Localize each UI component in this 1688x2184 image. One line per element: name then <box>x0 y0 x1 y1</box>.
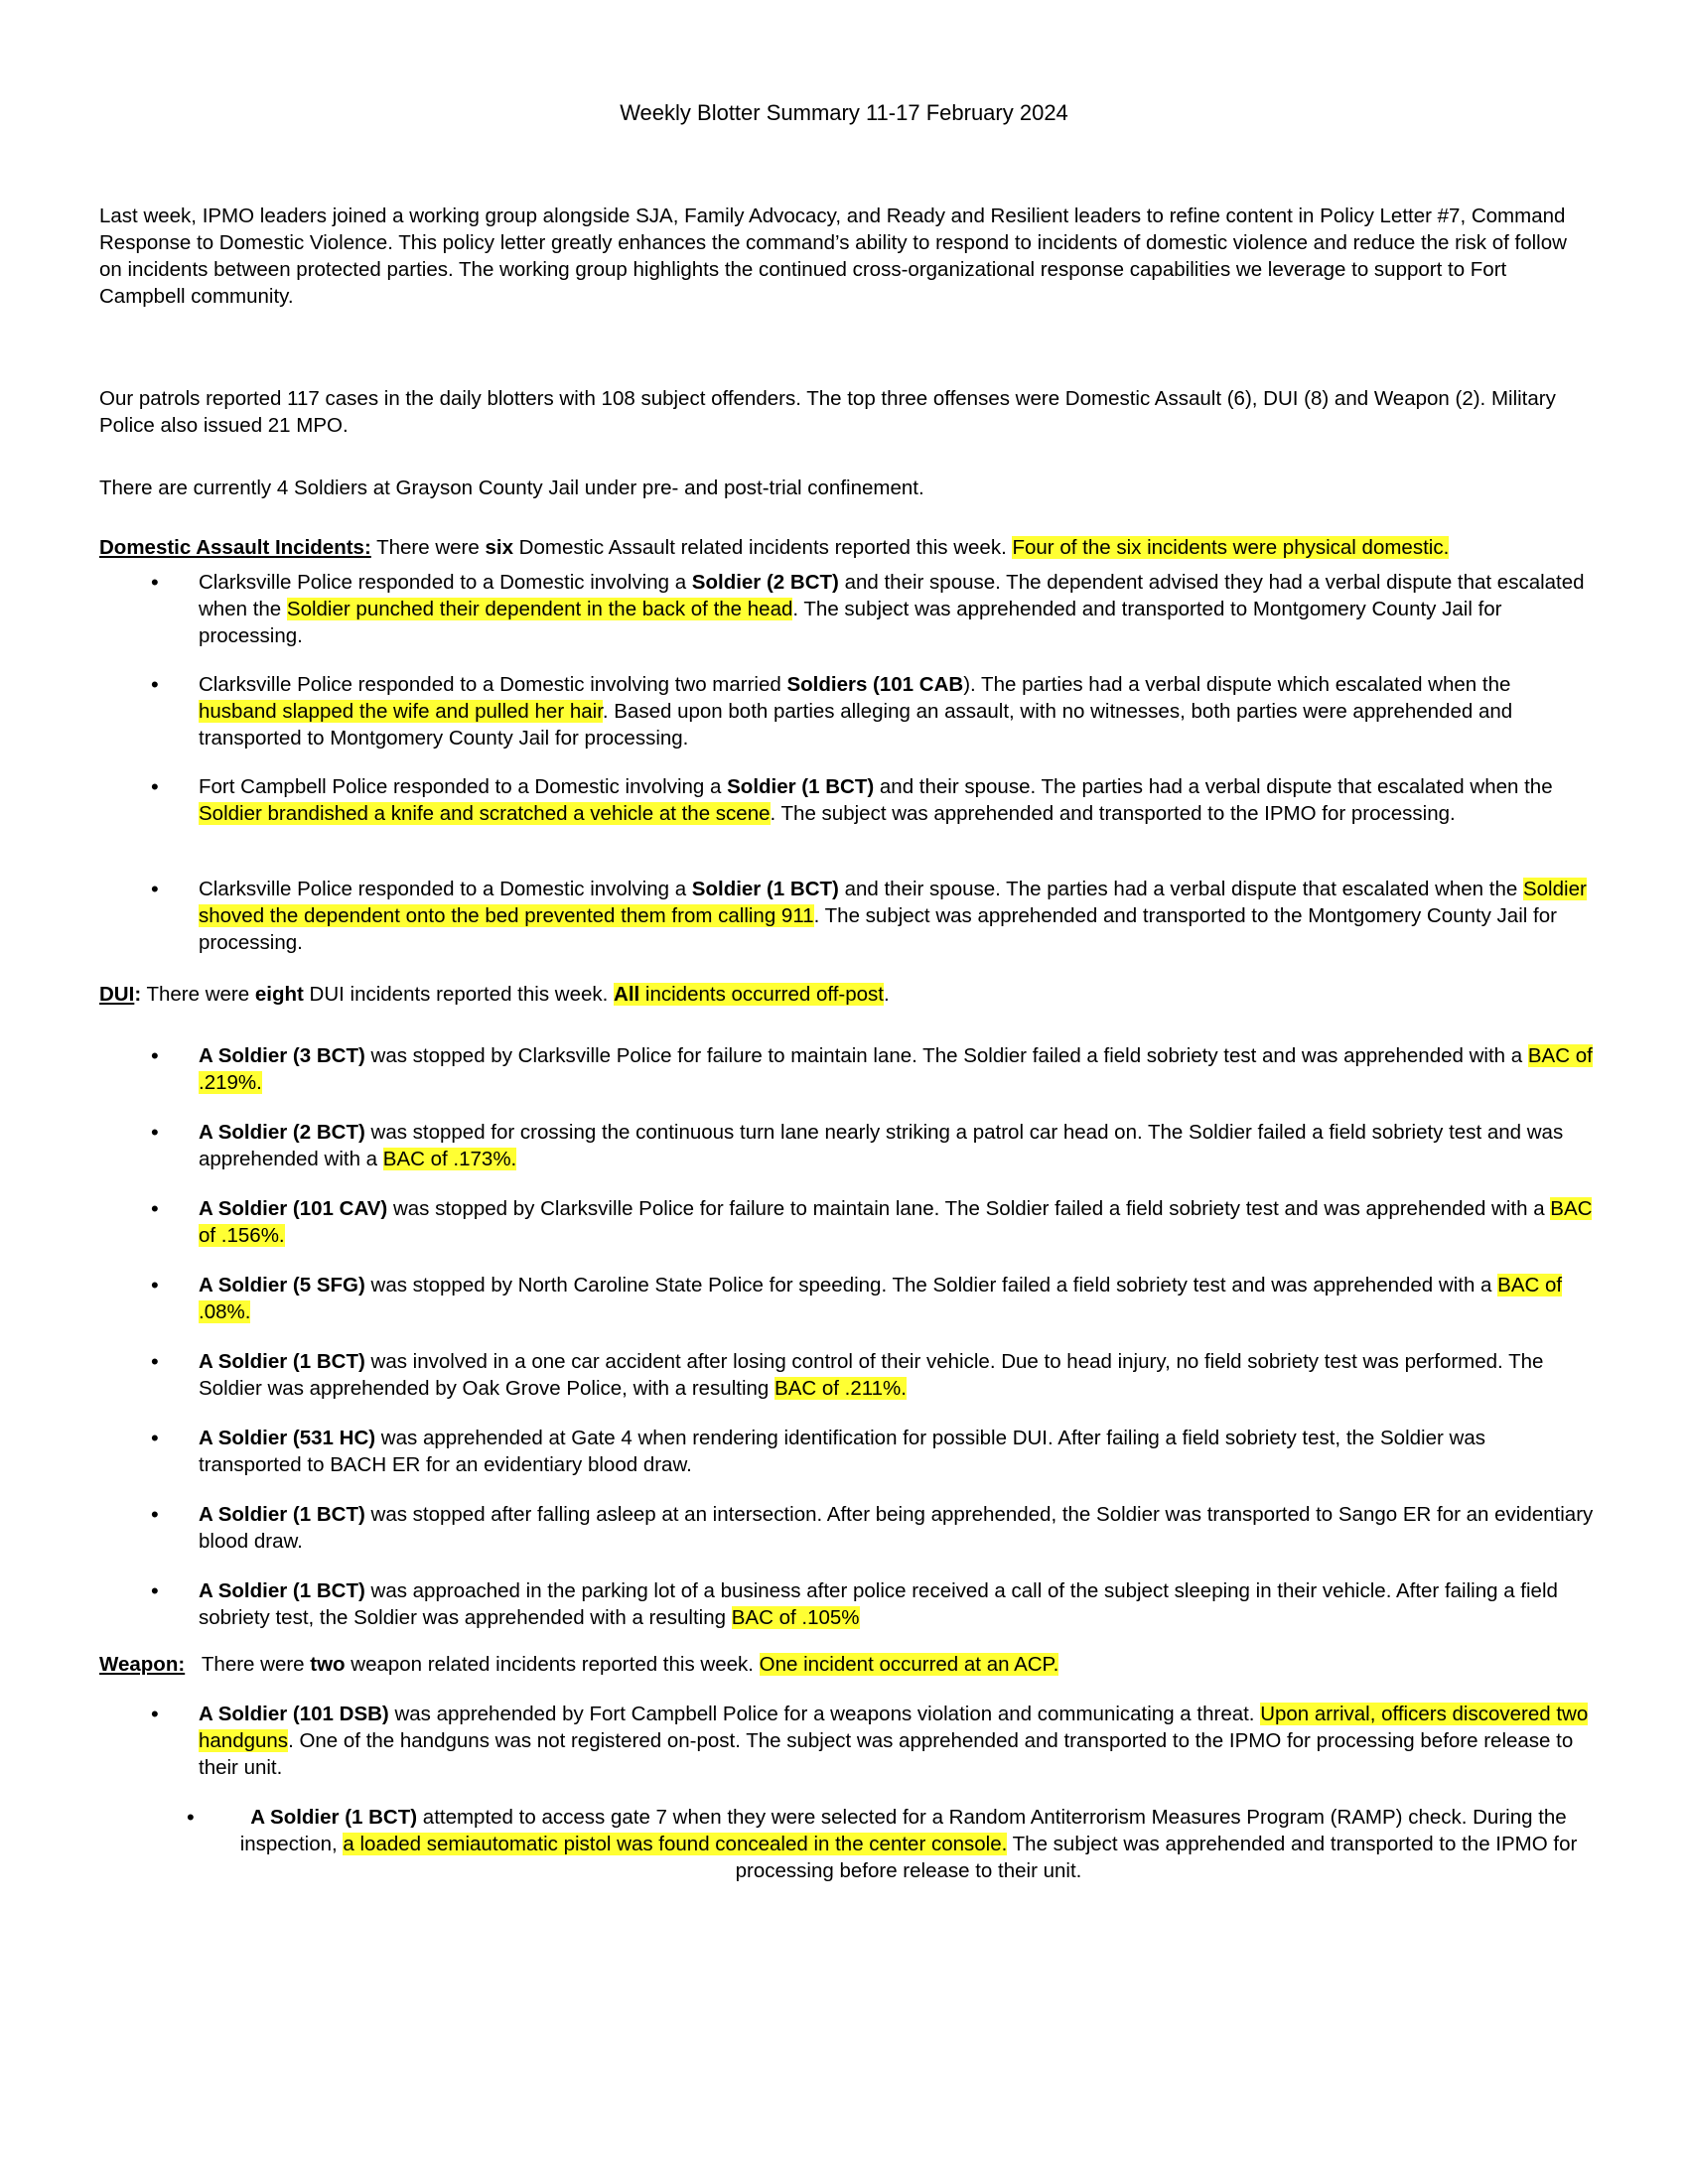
domestic-item-4: Clarksville Police responded to a Domestic involving a Soldier (1 BCT) and their spouse. The parties had a verbal dispute that escalated when the Soldier shoved the dependent onto the bed prevented them from calling 911. The subject was apprehended and transported to the Montgomery County Jail for processing. <box>199 878 1587 954</box>
dui-heading: DUI <box>99 983 135 1006</box>
dui-item-1: A Soldier (3 BCT) was stopped by Clarksville Police for failure to maintain lane. The Soldier failed a field sobriety test and was apprehended with a BAC of .219%. <box>199 1044 1593 1094</box>
dui-item-6: A Soldier (531 HC) was apprehended at Gate 4 when rendering identification for possible DUI. After failing a field sobriety test, the Soldier was transported to BACH ER for an evidentiary blood draw. <box>199 1427 1485 1476</box>
weapon-section-intro: Weapon: There were two weapon related incidents reported this week. One incident occurred at an ACP. <box>99 1653 1059 1676</box>
weapon-item-2: A Soldier (1 BCT) attempted to access gate 7 when they were selected for a Random Antiterrorism Measures Program (RAMP) check. During the inspection, a loaded semiautomatic pistol was found concealed in the center console. The subject was apprehended and transported to the IPMO for processing before release to their unit. <box>239 1806 1578 1882</box>
jail-paragraph: There are currently 4 Soldiers at Grayson County Jail under pre- and post-trial confinement. <box>99 477 924 499</box>
dui-item-3: A Soldier (101 CAV) was stopped by Clarksville Police for failure to maintain lane. The Soldier failed a field sobriety test and was apprehended with a BAC of .156%. <box>199 1197 1593 1247</box>
bullet-icon <box>151 1701 163 1712</box>
bullet-icon <box>151 671 163 683</box>
bullet-icon <box>151 1501 163 1513</box>
weapon-item-1: A Soldier (101 DSB) was apprehended by Fort Campbell Police for a weapons violation and communicating a threat. Upon arrival, officers discovered two handguns. One of the handguns was not registered on-post. The subject was apprehended and transported to the IPMO for processing before release to their unit. <box>199 1703 1589 1779</box>
document-title: Weekly Blotter Summary 11-17 February 2024 <box>620 100 1068 125</box>
bullet-icon <box>151 1119 163 1131</box>
patrols-paragraph: Our patrols reported 117 cases in the daily blotters with 108 subject offenders. The top three offenses were Domestic Assault (6), DUI (8) and Weapon (2). Military Police also issued 21 MPO. <box>99 387 1556 437</box>
bullet-icon <box>151 1042 163 1054</box>
domestic-item-2: Clarksville Police responded to a Domestic involving two married Soldiers (101 CAB). The parties had a verbal dispute which escalated when the husband slapped the wife and pulled her hair. Based upon both parties alleging an assault, with no witnesses, both parties were apprehended and transported to Montgomery County Jail for processing. <box>199 673 1513 750</box>
dui-highlight: All incidents occurred off-post <box>614 983 884 1006</box>
domestic-section-intro: Domestic Assault Incidents: There were six Domestic Assault related incidents reported this week. Four of the six incidents were physical domestic. <box>99 536 1450 559</box>
bullet-icon <box>151 1577 163 1589</box>
domestic-highlight: Four of the six incidents were physical domestic. <box>1012 536 1450 559</box>
bullet-icon <box>151 1348 163 1360</box>
bullet-icon <box>187 1804 199 1816</box>
dui-item-7: A Soldier (1 BCT) was stopped after falling asleep at an intersection. After being apprehended, the Soldier was transported to Sango ER for an evidentiary blood draw. <box>199 1503 1594 1553</box>
dui-item-2: A Soldier (2 BCT) was stopped for crossing the continuous turn lane nearly striking a patrol car head on. The Soldier failed a field sobriety test and was apprehended with a BAC of .173%. <box>199 1121 1564 1170</box>
domestic-heading: Domestic Assault Incidents: <box>99 536 371 559</box>
dui-item-4: A Soldier (5 SFG) was stopped by North Caroline State Police for speeding. The Soldier failed a field sobriety test and was apprehended with a BAC of .08%. <box>199 1274 1563 1323</box>
bullet-icon <box>151 1195 163 1207</box>
bullet-icon <box>151 773 163 785</box>
domestic-item-1: Clarksville Police responded to a Domestic involving a Soldier (2 BCT) and their spouse. The dependent advised they had a verbal dispute that escalated when the Soldier punched their dependent in the back of the head. The subject was apprehended and transported to Montgomery County Jail for processing. <box>199 571 1585 647</box>
domestic-item-3: Fort Campbell Police responded to a Domestic involving a Soldier (1 BCT) and their spouse. The parties had a verbal dispute that escalated when the Soldier brandished a knife and scratched a vehicle at the scene. The subject was apprehended and transported to the IPMO for processing. <box>199 775 1553 825</box>
dui-item-5: A Soldier (1 BCT) was involved in a one car accident after losing control of their vehicle. Due to head injury, no field sobriety test was performed. The Soldier was apprehended by Oak Grove Police, with a resulting BAC of .211%. <box>199 1350 1544 1400</box>
bullet-icon <box>151 1272 163 1284</box>
weapon-heading: Weapon: <box>99 1653 186 1676</box>
bullet-icon <box>151 1425 163 1436</box>
dui-section-intro: DUI: There were eight DUI incidents reported this week. All incidents occurred off-post. <box>99 983 890 1006</box>
intro-paragraph: Last week, IPMO leaders joined a working group alongside SJA, Family Advocacy, and Ready and Resilient leaders to refine content in Policy Letter #7, Command Response to Domestic Violence. This policy letter greatly enhances the command’s ability to respond to incidents of domestic violence and reduce the risk of follow on incidents between protected parties. The working group highlights the continued cross-organizational response capabilities we leverage to support to Fort Campbell community. <box>99 205 1567 308</box>
bullet-icon <box>151 569 163 581</box>
dui-item-8: A Soldier (1 BCT) was approached in the parking lot of a business after police received a call of the subject sleeping in their vehicle. After failing a field sobriety test, the Soldier was apprehended with a resulting BAC of .105% <box>199 1579 1558 1629</box>
bullet-icon <box>151 876 163 887</box>
weapon-highlight: One incident occurred at an ACP. <box>759 1653 1059 1676</box>
